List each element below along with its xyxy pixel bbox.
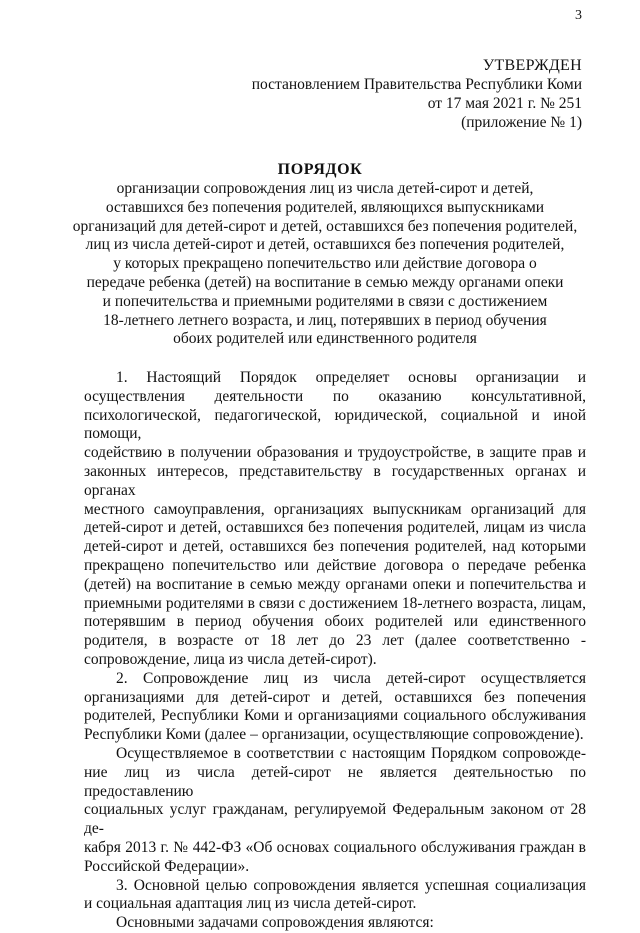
document-subtitle <box>60 180 590 349</box>
body-line: содействию в получении образования и трудоустройстве, в защите прав и <box>84 444 586 462</box>
body-line: организациями для детей-сирот и детей, оставшихся без попечения <box>84 688 586 706</box>
body-line: сопровождение, лица из числа детей-сирот). <box>84 650 377 668</box>
body-line: осуществления деятельности по оказанию консультативной, <box>84 387 586 405</box>
body-line: родителей, Республики Коми и организациями социального обслуживания <box>84 707 586 725</box>
body-line: Основными задачами сопровождения являются: <box>116 914 434 932</box>
body-line: социальных услуг гражданам, регулируемой Федеральным законом от 28 де- <box>84 801 586 838</box>
body-line: 1. Настоящий Порядок определяет основы организации и <box>116 369 586 386</box>
approval-title: УТВЕРЖДЕН <box>482 57 582 74</box>
body-line: детей-сирот и детей, оставшихся без попечения родителей, лицам из числа <box>84 519 586 537</box>
body-line: Российской Федерации». <box>84 857 250 875</box>
page-number: 3 <box>575 8 582 23</box>
approval-date-line: от 17 мая 2021 г. № 251 <box>427 95 582 112</box>
subtitle-line: организации сопровождения лиц из числа детей-сирот и детей, <box>116 180 534 197</box>
subtitle-line: 18-летнего летнего возраста, и лиц, потерявших в период обучения <box>103 311 547 329</box>
body-line: Осуществляемое в соответствии с настоящим Порядком сопровожде- <box>116 744 586 762</box>
subtitle-line: обоих родителей или единственного родителя <box>173 330 477 348</box>
body-line: приемными родителями в связи с достижением 18-летнего возраста, лицам, <box>84 594 586 612</box>
subtitle-line: и попечительства и приемными родителями в связи с достижением <box>102 292 548 310</box>
approval-block <box>252 56 582 132</box>
document-title: ПОРЯДОК <box>277 161 363 178</box>
subtitle-line: у которых прекращено попечительство или действие договора о <box>113 255 537 273</box>
body-line: родителя, в возрасте от 18 лет до 23 лет (далее соответственно - <box>84 632 586 650</box>
subtitle-line: лиц из числа детей-сирот и детей, оставшихся без попечения родителей, <box>85 236 565 254</box>
subtitle-line: организаций для детей-сирот и детей, оставшихся без попечения родителей, <box>72 217 578 235</box>
approval-appendix-line: (приложение № 1) <box>461 114 582 131</box>
body-line: (детей) на воспитание в семью между органами опеки и попечительства и <box>84 575 586 593</box>
body-line: и социальная адаптация лиц из числа детей-сирот. <box>84 895 417 913</box>
body-line: психологической, педагогической, юридической, социальной и иной помощи, <box>84 406 586 443</box>
body-line: кабря 2013 г. № 442-ФЗ «Об основах социального обслуживания граждан в <box>84 838 586 856</box>
body-line: 3. Основной целью сопровождения является успешная социализация <box>116 876 586 894</box>
body-line: законных интересов, представительству в государственных органах и органах <box>84 462 586 499</box>
body-line: прекращено попечительство или действие договора о передаче ребенка <box>84 556 586 574</box>
body-line: детей-сирот и детей, оставшихся без попечения родителей, над которыми <box>84 538 586 556</box>
subtitle-line: передаче ребенка (детей) на воспитание в семью между органами опеки <box>86 273 564 291</box>
body-line: Республики Коми (далее – организации, осуществляющие сопровождение). <box>84 726 584 744</box>
document-body <box>84 369 586 933</box>
body-line: местного самоуправления, организациях выпускникам организаций для <box>84 500 586 518</box>
body-line: 2. Сопровождение лиц из числа детей-сирот осуществляется <box>116 669 586 687</box>
body-line: потерявшим в период обучения обоих родителей или единственного <box>84 613 586 631</box>
approval-decree-line: постановлением Правительства Республики Коми <box>251 76 582 93</box>
body-line: ние лиц из числа детей-сирот не является деятельностью по предоставлению <box>84 763 586 800</box>
subtitle-line: оставшихся без попечения родителей, являющихся выпускниками <box>105 198 545 216</box>
